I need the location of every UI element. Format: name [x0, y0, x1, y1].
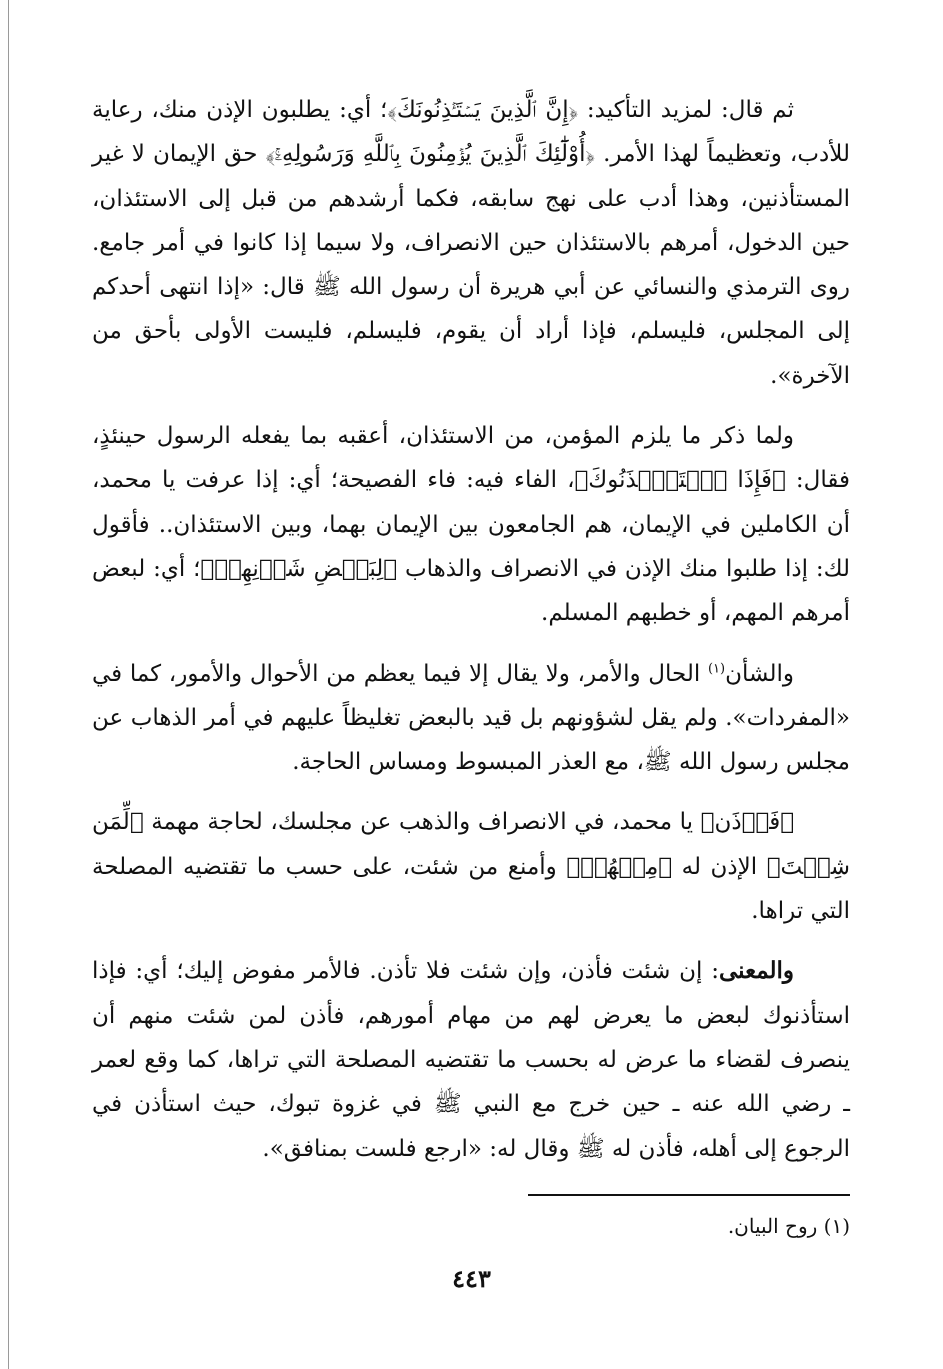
paragraph-2-text: ولما ذكر ما يلزم المؤمن، من الاستئذان، أعقبه بما يفعله الرسول حينئذٍ، فقال: ﴿فَإِذَا ٱسۡتَـٔۡذَنُوكَ﴾، الفاء فيه: فاء الفصيحة؛ أي: إذا عرفت يا محمد، أن الكاملين في الإيمان، هم الجامعون بين الإيمان بهما، وبين الاستئذان.. فأقول لك: إذا طلبوا منك الإذن في الانصراف والذهاب ﴿لِبَعۡضِ شَأۡنِهِمۡ﴾؛ أي: لبعض أمرهم المهم، أو خطبهم المسلم. [92, 423, 850, 627]
paragraph-3-lead: والشأن [725, 660, 794, 687]
page-edge-line [8, 0, 9, 1369]
paragraph-3-text: الحال والأمر، ولا يقال إلا فيما يعظم من الأحوال والأمور، كما في «المفردات». ولم يقل لشؤونهم بل قيد بالبعض تغليظاً عليهم في أمر الذهاب عن مجلس رسول الله ﷺ، مع العذر المبسوط ومساس الحاجة. [92, 660, 850, 776]
paragraph-1 [92, 88, 850, 398]
paragraph-5 [92, 949, 850, 1170]
page-body [92, 88, 850, 1187]
footnote [728, 1212, 850, 1240]
paragraph-3 [92, 652, 850, 785]
paragraph-5-lead: والمعنى [718, 957, 794, 985]
footnote-reference: (١) [707, 660, 726, 676]
paragraph-1-text: ثم قال: لمزيد التأكيد: ﴿إِنَّ ٱلَّذِينَ يَسۡتَـٔۡذِنُونَكَ﴾؛ أي: يطلبون الإذن منك، رعاية للأدب، وتعظيماً لهذا الأمر. ﴿أُوْلَٰٓئِكَ ٱلَّذِينَ يُؤۡمِنُونَ بِٱللَّهِ وَرَسُولِهِۦۚ﴾ حق الإيمان لا غير المستأذنين، وهذا أدب على نهج سابقه، فكما أرشدهم من قبل إلى الاستئذان، حين الدخول، أمرهم بالاستئذان حين الانصراف، ولا سيما إذا كانوا في أمر جامع. روى الترمذي والنسائي عن أبي هريرة أن رسول الله ﷺ قال: «إذا انتهى أحدكم إلى المجلس، فليسلم، فإذا أراد أن يقوم، فليسلم، فليست الأولى بأحق من الآخرة». [92, 97, 850, 389]
paragraph-2 [92, 414, 850, 635]
page-number: ٤٤٣ [452, 1264, 491, 1293]
footnote-divider [528, 1194, 850, 1196]
paragraph-4 [92, 800, 850, 933]
paragraph-4-text: ﴿فَأۡذَن﴾ يا محمد، في الانصراف والذهب عن مجلسك، لحاجة مهمة ﴿لِّمَن شِئۡتَ﴾ الإذن له ﴿مِنۡهُمۡ﴾ وأمنع من شئت، على حسب ما تقتضيه المصلحة التي تراها. [92, 809, 850, 925]
paragraph-5-text: : إن شئت فأذن، وإن شئت فلا تأذن. فالأمر مفوض إليك؛ أي: فإذا استأذنوك لبعض ما يعرض لهم من مهام أمورهم، فأذن لمن شئت منهم أن ينصرف لقضاء ما عرض له بحسب ما تقتضيه المصلحة التي تراها، كما وقع لعمر ـ رضي الله عنه ـ حين خرج مع النبي ﷺ في غزوة تبوك، حيث استأذن في الرجوع إلى أهله، فأذن له ﷺ وقال له: «ارجع فلست بمنافق». [92, 958, 850, 1162]
footnote-text: روح البيان. [727, 1214, 818, 1238]
footnote-marker: (١) [823, 1214, 850, 1238]
